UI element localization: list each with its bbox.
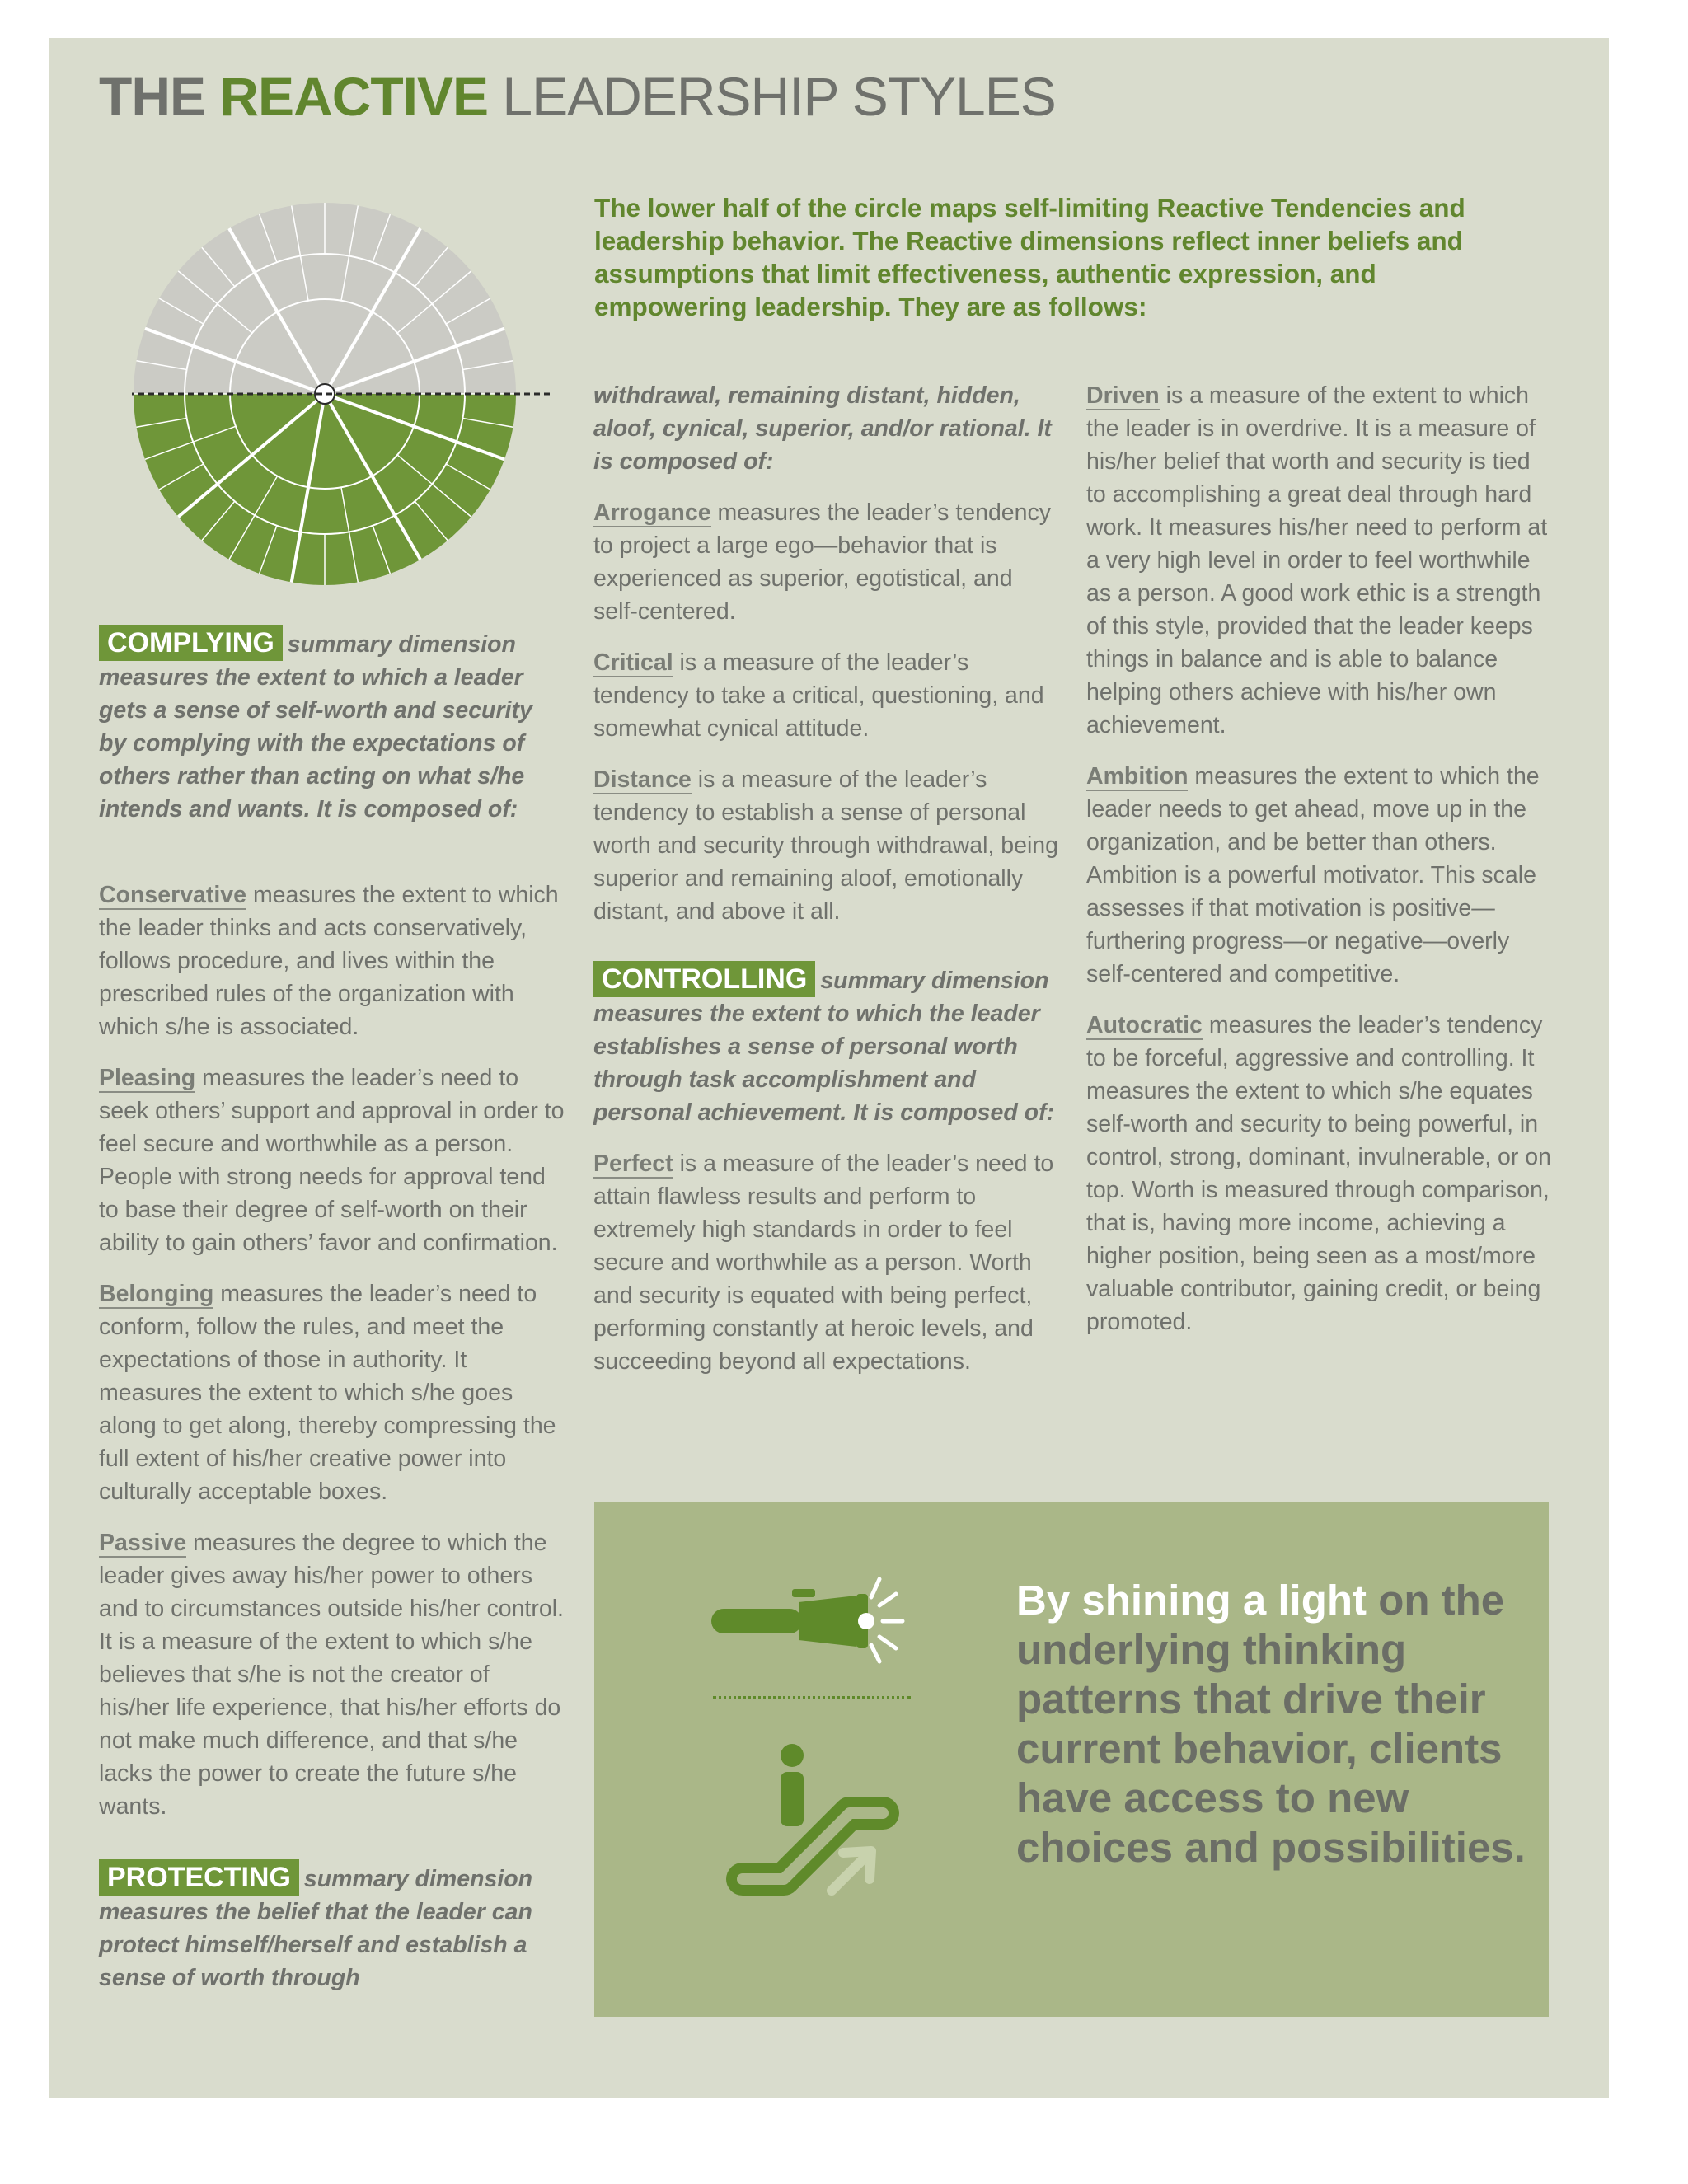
controlling-summary (593, 961, 1059, 1129)
leadership-circle-diagram (132, 198, 560, 593)
text-passive: measures the degree to which the leader gives away his/her power to others and to circumstances outside his/her control. It is a measure of the extent to which s/he believes that s/he is not the creator of his/her life experience, that his/her efforts do not make much difference, and that s/he lacks the power to create the future s/he wants. (99, 1530, 564, 1820)
controlling-badge: CONTROLLING (593, 961, 815, 997)
item-pleasing (99, 1062, 565, 1259)
item-autocratic (1086, 1009, 1552, 1338)
complying-badge: COMPLYING (99, 625, 283, 661)
protecting-summary (99, 1859, 565, 1994)
item-conservative (99, 879, 565, 1043)
item-perfect (593, 1147, 1059, 1378)
escalator-icon (710, 1741, 924, 1905)
controlling-summary-text: summary dimension measures the extent to which the leader establishes a sense of personal worth through task accomplishment and personal achievement. It is composed of: (593, 968, 1055, 1126)
protecting-summary-text: summary dimension measures the belief that the leader can protect himself/herself and establish a sense of worth through (99, 1866, 533, 1991)
text-belonging: measures the leader’s need to conform, follow the rules, and meet the expectations of those in authority. It measures the extent to which s/he goes along to get along, thereby compressing the full extent of his/her creative power into culturally acceptable boxes. (99, 1281, 556, 1505)
text-pleasing: measures the leader’s need to seek others’ support and approval in order to feel secure and worthwhile as a person. People with strong needs for approval tend to base their degree of self-worth on their ability to gain others’ favor and confirmation. (99, 1065, 565, 1256)
item-ambition (1086, 760, 1552, 991)
term-driven: Driven (1086, 382, 1160, 409)
column-2 (593, 379, 1059, 1396)
term-perfect: Perfect (593, 1151, 673, 1177)
protecting-badge: PROTECTING (99, 1859, 299, 1896)
term-distance: Distance (593, 766, 692, 793)
item-driven (1086, 379, 1552, 742)
title-rest: LEADERSHIP STYLES (502, 66, 1056, 127)
page-title (99, 66, 1056, 127)
text-distance: is a measure of the leader’s tendency to establish a sense of personal worth and security through withdrawal, being superior and remaining aloof, emotionally distant, and above it all. (593, 766, 1058, 925)
text-autocratic: measures the leader’s tendency to be forceful, aggressive and controlling. It measures the extent to which s/he equates self-worth and security to being powerful, in control, strong, dominant, invulnerable, or on top. Worth is measured through comparison, that is, having more income, achieving a higher position, being seen as a most/more valuable contributor, gaining credit, or being promoted. (1086, 1012, 1551, 1335)
callout-highlight: By shining a light (1016, 1577, 1367, 1624)
title-highlight: REACTIVE (219, 66, 489, 127)
term-critical: Critical (593, 649, 673, 676)
term-autocratic: Autocratic (1086, 1012, 1203, 1038)
callout-divider (713, 1696, 911, 1699)
callout-text (1016, 1576, 1527, 1872)
text-driven: is a measure of the extent to which the leader is in overdrive. It is a measure of his/her belief that worth and security is tied to accomplishing a great deal through hard work. It measures his/her need to perform at a very high level in order to feel worthwhile as a person. A good work ethic is a strength of this style, provided that the leader keeps things in balance and is able to balance helping others achieve with his/her own achievement. (1086, 382, 1548, 738)
text-critical: is a measure of the leader’s tendency to take a critical, questioning, and somewhat cynical attitude. (593, 649, 1044, 742)
term-arrogance: Arrogance (593, 499, 711, 526)
term-pleasing: Pleasing (99, 1065, 196, 1091)
flashlight-icon (710, 1574, 932, 1665)
term-conservative: Conservative (99, 882, 247, 908)
protecting-summary-continued: withdrawal, remaining distant, hidden, aloof, cynical, superior, and/or rational. It is composed of: (593, 382, 1052, 475)
item-critical (593, 646, 1059, 745)
callout-box (594, 1502, 1549, 2017)
column-3 (1086, 379, 1552, 1357)
complying-summary-text: summary dimension measures the extent to which a leader gets a sense of self-worth and security by complying with the expectations of others rather than acting on what s/he intends and wants. It is composed of: (99, 631, 532, 823)
item-distance (593, 763, 1059, 928)
text-conservative: measures the extent to which the leader thinks and acts conservatively, follows procedure, and lives within the prescribed rules of the organization with which s/he is associated. (99, 882, 559, 1040)
text-ambition: measures the extent to which the leader needs to get ahead, move up in the organization, and be better than others. Ambition is a powerful motivator. This scale assesses if that motivation is positive—furthering progress—or negative—overly self-centered and competitive. (1086, 763, 1540, 987)
title-prefix: THE (99, 66, 205, 127)
item-arrogance (593, 496, 1059, 628)
text-perfect: is a measure of the leader’s need to attain flawless results and perform to extremely high standards in order to feel secure and worthwhile as a person. Worth and security is equated with being perfect, performing constantly at heroic levels, and succeeding beyond all expectations. (593, 1151, 1054, 1375)
item-passive (99, 1526, 565, 1823)
column-1 (99, 625, 565, 2013)
term-passive: Passive (99, 1530, 187, 1556)
text-arrogance: measures the leader’s tendency to project a large ego—behavior that is experienced as superior, egotistical, and self-centered. (593, 499, 1051, 625)
callout-rest: on the underlying thinking patterns that drive their current behavior, clients have access to new choices and possibilities. (1016, 1577, 1526, 1871)
term-belonging: Belonging (99, 1281, 214, 1307)
intro-paragraph: The lower half of the circle maps self-limiting Reactive Tendencies and leadership behavior. The Reactive dimensions reflect inner beliefs and assumptions that limit effectiveness, authentic expression, and empowering leadership. They are as follows: (594, 193, 1465, 321)
item-belonging (99, 1277, 565, 1508)
complying-summary (99, 625, 565, 826)
term-ambition: Ambition (1086, 763, 1189, 790)
